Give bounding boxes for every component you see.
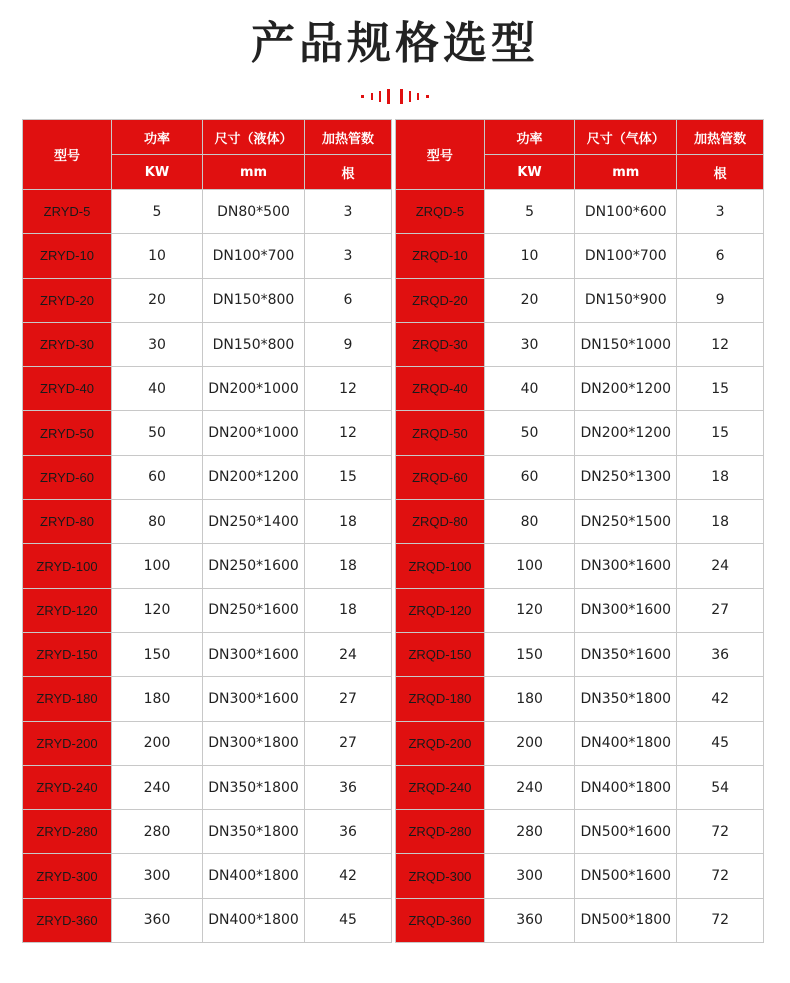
power-cell: 360 xyxy=(112,898,203,942)
tubes-cell: 72 xyxy=(677,854,764,898)
power-cell: 30 xyxy=(112,322,203,366)
model-cell: ZRYD-30 xyxy=(23,322,112,366)
tubes-cell: 36 xyxy=(305,810,392,854)
table-row xyxy=(23,810,392,854)
header-tubes: 加热管数 xyxy=(677,120,764,155)
header-size: 尺寸（液体） xyxy=(203,120,305,155)
table-row xyxy=(396,765,764,809)
header-model: 型号 xyxy=(23,120,112,190)
power-cell: 5 xyxy=(112,190,203,234)
power-cell: 50 xyxy=(112,411,203,455)
model-cell: ZRQD-150 xyxy=(396,632,485,676)
model-cell: ZRYD-20 xyxy=(23,278,112,322)
model-cell: ZRQD-5 xyxy=(396,190,485,234)
table-row xyxy=(396,234,764,278)
spec-tables xyxy=(22,119,764,944)
power-cell: 180 xyxy=(484,677,575,721)
size-cell: DN250*1500 xyxy=(575,500,677,544)
size-cell: DN300*1800 xyxy=(203,721,305,765)
table-row xyxy=(396,322,764,366)
size-cell: DN150*800 xyxy=(203,278,305,322)
header-tubes-unit: 根 xyxy=(305,155,392,190)
table-row xyxy=(23,500,392,544)
model-cell: ZRYD-200 xyxy=(23,721,112,765)
header-size: 尺寸（气体） xyxy=(575,120,677,155)
size-cell: DN250*1300 xyxy=(575,455,677,499)
tubes-cell: 36 xyxy=(677,632,764,676)
tubes-cell: 45 xyxy=(677,721,764,765)
size-cell: DN350*1800 xyxy=(203,810,305,854)
model-cell: ZRQD-200 xyxy=(396,721,485,765)
size-cell: DN500*1800 xyxy=(575,898,677,942)
model-cell: ZRYD-5 xyxy=(23,190,112,234)
power-cell: 280 xyxy=(484,810,575,854)
table-row xyxy=(23,721,392,765)
tubes-cell: 3 xyxy=(305,234,392,278)
model-cell: ZRQD-240 xyxy=(396,765,485,809)
model-cell: ZRQD-300 xyxy=(396,854,485,898)
header-power: 功率 xyxy=(484,120,575,155)
tubes-cell: 15 xyxy=(677,411,764,455)
size-cell: DN400*1800 xyxy=(203,898,305,942)
tubes-cell: 45 xyxy=(305,898,392,942)
power-cell: 360 xyxy=(484,898,575,942)
table-row xyxy=(23,455,392,499)
power-cell: 10 xyxy=(112,234,203,278)
table-row xyxy=(396,367,764,411)
table-row xyxy=(23,677,392,721)
size-cell: DN250*1600 xyxy=(203,588,305,632)
power-cell: 20 xyxy=(484,278,575,322)
power-cell: 120 xyxy=(484,588,575,632)
tubes-cell: 9 xyxy=(305,322,392,366)
tubes-cell: 18 xyxy=(677,500,764,544)
title-divider-decoration xyxy=(359,88,431,104)
size-cell: DN250*1400 xyxy=(203,500,305,544)
power-cell: 120 xyxy=(112,588,203,632)
power-cell: 200 xyxy=(484,721,575,765)
model-cell: ZRYD-120 xyxy=(23,588,112,632)
power-cell: 50 xyxy=(484,411,575,455)
tubes-cell: 18 xyxy=(305,544,392,588)
tubes-cell: 3 xyxy=(677,190,764,234)
table-row xyxy=(396,898,764,942)
size-cell: DN350*1600 xyxy=(575,632,677,676)
table-row xyxy=(23,234,392,278)
power-cell: 60 xyxy=(112,455,203,499)
tubes-cell: 15 xyxy=(677,367,764,411)
power-cell: 40 xyxy=(112,367,203,411)
model-cell: ZRQD-120 xyxy=(396,588,485,632)
tubes-cell: 42 xyxy=(677,677,764,721)
size-cell: DN300*1600 xyxy=(575,544,677,588)
table-row xyxy=(396,854,764,898)
gas-spec-table xyxy=(395,119,764,943)
model-cell: ZRQD-360 xyxy=(396,898,485,942)
power-cell: 80 xyxy=(484,500,575,544)
power-cell: 240 xyxy=(484,765,575,809)
liquid-spec-table xyxy=(22,119,392,943)
size-cell: DN200*1200 xyxy=(575,367,677,411)
table-row xyxy=(396,411,764,455)
table-row xyxy=(23,322,392,366)
model-cell: ZRYD-10 xyxy=(23,234,112,278)
tubes-cell: 27 xyxy=(677,588,764,632)
size-cell: DN400*1800 xyxy=(575,765,677,809)
size-cell: DN300*1600 xyxy=(575,588,677,632)
table-row xyxy=(23,367,392,411)
table-row xyxy=(396,190,764,234)
model-cell: ZRYD-100 xyxy=(23,544,112,588)
tubes-cell: 18 xyxy=(305,588,392,632)
power-cell: 300 xyxy=(484,854,575,898)
table-row xyxy=(23,190,392,234)
model-cell: ZRYD-60 xyxy=(23,455,112,499)
tubes-cell: 72 xyxy=(677,898,764,942)
table-row xyxy=(396,677,764,721)
header-model: 型号 xyxy=(396,120,485,190)
tubes-cell: 42 xyxy=(305,854,392,898)
tubes-cell: 12 xyxy=(305,367,392,411)
header-tubes-unit: 根 xyxy=(677,155,764,190)
model-cell: ZRYD-80 xyxy=(23,500,112,544)
size-cell: DN150*1000 xyxy=(575,322,677,366)
tubes-cell: 3 xyxy=(305,190,392,234)
table-row xyxy=(23,898,392,942)
power-cell: 30 xyxy=(484,322,575,366)
model-cell: ZRQD-100 xyxy=(396,544,485,588)
tubes-cell: 24 xyxy=(677,544,764,588)
table-row xyxy=(396,278,764,322)
model-cell: ZRYD-180 xyxy=(23,677,112,721)
size-cell: DN500*1600 xyxy=(575,810,677,854)
table-row xyxy=(396,810,764,854)
model-cell: ZRYD-360 xyxy=(23,898,112,942)
tubes-cell: 54 xyxy=(677,765,764,809)
power-cell: 10 xyxy=(484,234,575,278)
power-cell: 40 xyxy=(484,367,575,411)
tubes-cell: 6 xyxy=(305,278,392,322)
table-row xyxy=(396,721,764,765)
header-power: 功率 xyxy=(112,120,203,155)
model-cell: ZRYD-40 xyxy=(23,367,112,411)
model-cell: ZRQD-50 xyxy=(396,411,485,455)
power-cell: 60 xyxy=(484,455,575,499)
size-cell: DN400*1800 xyxy=(575,721,677,765)
size-cell: DN150*800 xyxy=(203,322,305,366)
size-cell: DN200*1200 xyxy=(575,411,677,455)
power-cell: 20 xyxy=(112,278,203,322)
table-row xyxy=(396,455,764,499)
power-cell: 240 xyxy=(112,765,203,809)
header-size-unit: mm xyxy=(575,155,677,190)
model-cell: ZRQD-280 xyxy=(396,810,485,854)
tubes-cell: 27 xyxy=(305,721,392,765)
table-row xyxy=(23,411,392,455)
size-cell: DN400*1800 xyxy=(203,854,305,898)
model-cell: ZRYD-280 xyxy=(23,810,112,854)
size-cell: DN350*1800 xyxy=(203,765,305,809)
table-row xyxy=(23,544,392,588)
tubes-cell: 9 xyxy=(677,278,764,322)
tubes-cell: 12 xyxy=(305,411,392,455)
table-row xyxy=(23,278,392,322)
tubes-cell: 6 xyxy=(677,234,764,278)
size-cell: DN200*1200 xyxy=(203,455,305,499)
size-cell: DN300*1600 xyxy=(203,677,305,721)
header-size-unit: mm xyxy=(203,155,305,190)
tubes-cell: 24 xyxy=(305,632,392,676)
size-cell: DN300*1600 xyxy=(203,632,305,676)
table-row xyxy=(396,544,764,588)
tubes-cell: 36 xyxy=(305,765,392,809)
size-cell: DN100*600 xyxy=(575,190,677,234)
tubes-cell: 12 xyxy=(677,322,764,366)
header-power-unit: KW xyxy=(112,155,203,190)
tubes-cell: 18 xyxy=(677,455,764,499)
size-cell: DN100*700 xyxy=(203,234,305,278)
tubes-cell: 15 xyxy=(305,455,392,499)
size-cell: DN200*1000 xyxy=(203,367,305,411)
model-cell: ZRQD-40 xyxy=(396,367,485,411)
tubes-cell: 27 xyxy=(305,677,392,721)
table-row xyxy=(23,632,392,676)
model-cell: ZRYD-50 xyxy=(23,411,112,455)
table-row xyxy=(396,500,764,544)
table-row xyxy=(23,588,392,632)
page-title: 产品规格选型 xyxy=(251,18,539,69)
model-cell: ZRYD-300 xyxy=(23,854,112,898)
table-row xyxy=(23,854,392,898)
model-cell: ZRQD-80 xyxy=(396,500,485,544)
table-row xyxy=(396,632,764,676)
tubes-cell: 18 xyxy=(305,500,392,544)
size-cell: DN150*900 xyxy=(575,278,677,322)
power-cell: 150 xyxy=(484,632,575,676)
model-cell: ZRYD-150 xyxy=(23,632,112,676)
size-cell: DN250*1600 xyxy=(203,544,305,588)
power-cell: 80 xyxy=(112,500,203,544)
power-cell: 200 xyxy=(112,721,203,765)
power-cell: 280 xyxy=(112,810,203,854)
size-cell: DN80*500 xyxy=(203,190,305,234)
size-cell: DN350*1800 xyxy=(575,677,677,721)
model-cell: ZRYD-240 xyxy=(23,765,112,809)
header-power-unit: KW xyxy=(484,155,575,190)
table-row xyxy=(23,765,392,809)
power-cell: 5 xyxy=(484,190,575,234)
header-tubes: 加热管数 xyxy=(305,120,392,155)
model-cell: ZRQD-30 xyxy=(396,322,485,366)
power-cell: 300 xyxy=(112,854,203,898)
table-row xyxy=(396,588,764,632)
model-cell: ZRQD-20 xyxy=(396,278,485,322)
model-cell: ZRQD-60 xyxy=(396,455,485,499)
power-cell: 180 xyxy=(112,677,203,721)
size-cell: DN500*1600 xyxy=(575,854,677,898)
power-cell: 100 xyxy=(484,544,575,588)
size-cell: DN200*1000 xyxy=(203,411,305,455)
power-cell: 100 xyxy=(112,544,203,588)
tubes-cell: 72 xyxy=(677,810,764,854)
model-cell: ZRQD-180 xyxy=(396,677,485,721)
size-cell: DN100*700 xyxy=(575,234,677,278)
power-cell: 150 xyxy=(112,632,203,676)
model-cell: ZRQD-10 xyxy=(396,234,485,278)
